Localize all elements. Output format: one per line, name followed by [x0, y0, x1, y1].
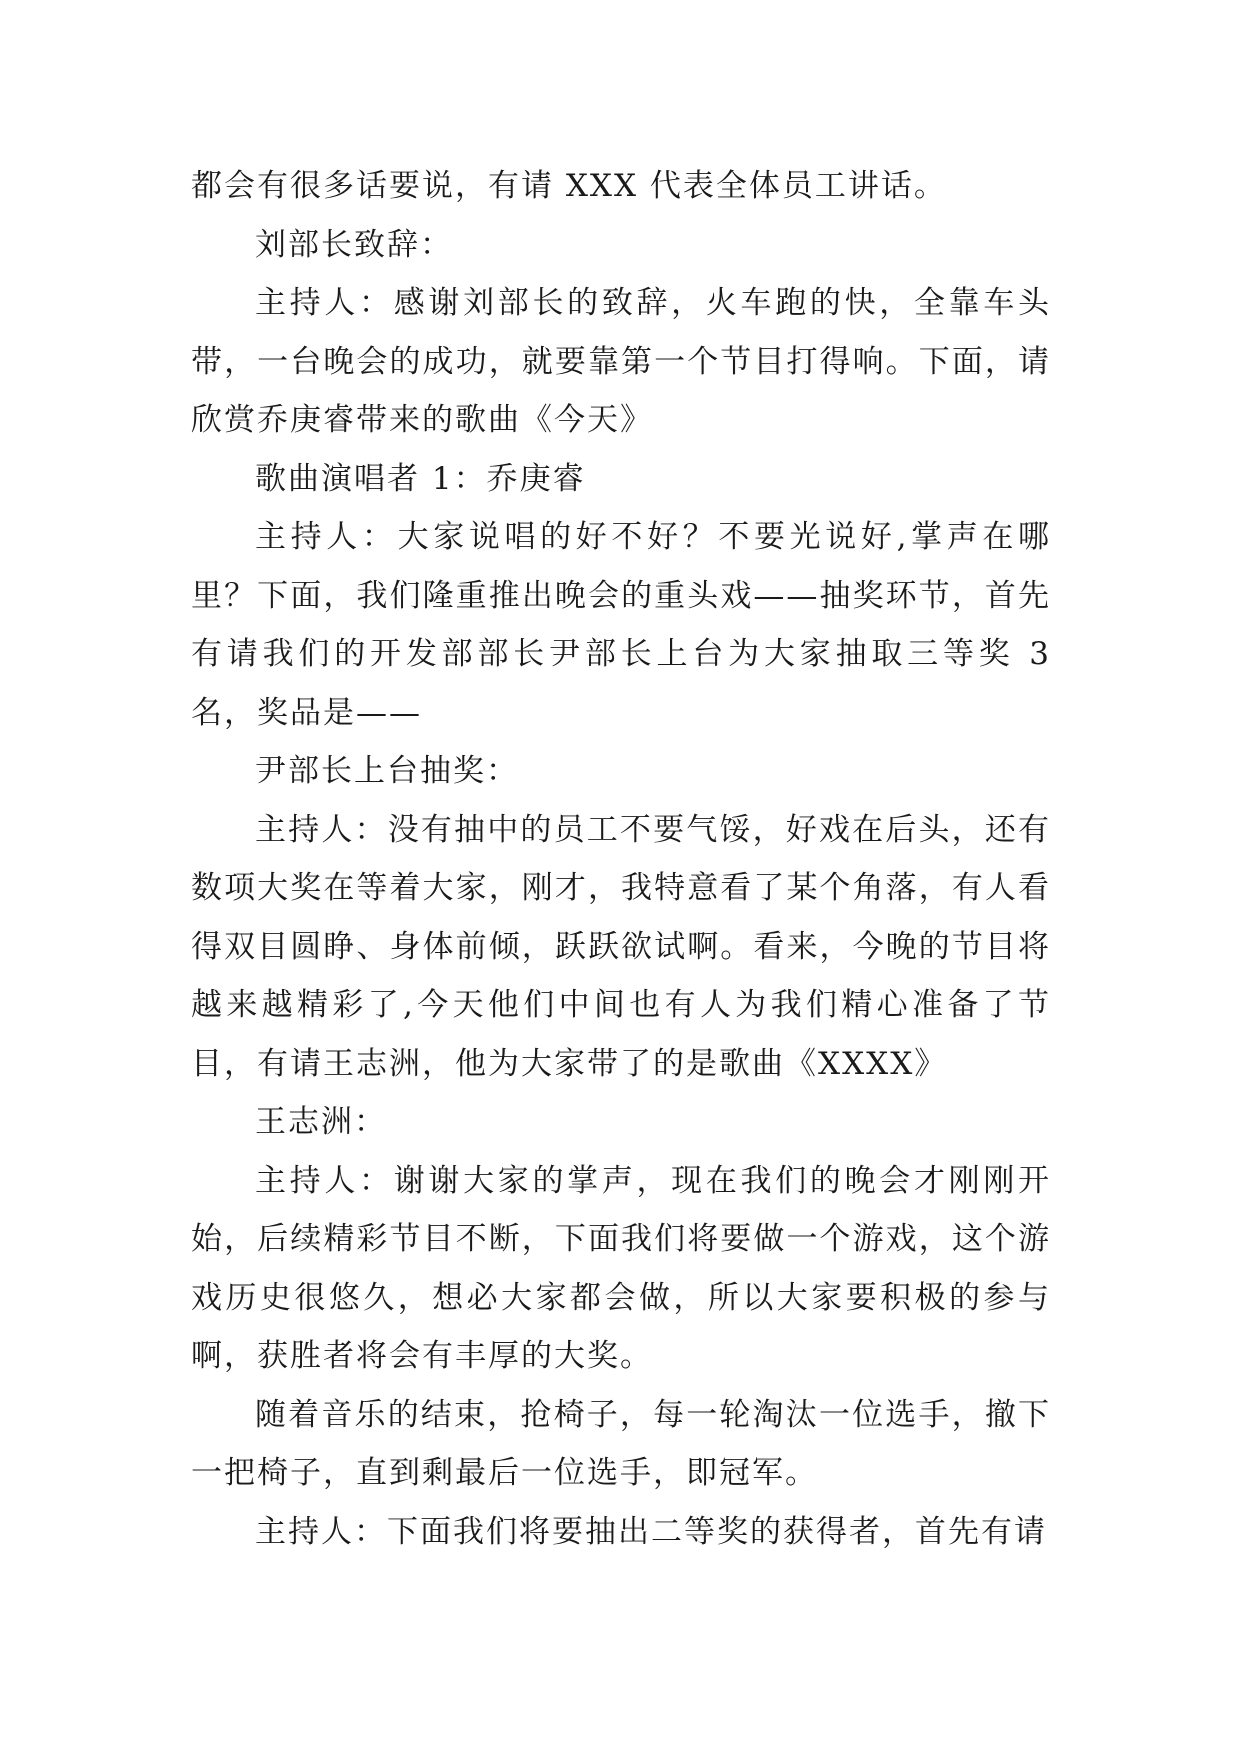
paragraph-yin-lottery: 尹部长上台抽奖：	[255, 753, 519, 789]
paragraph-host-game-intro: 主持人：谢谢大家的掌声，现在我们的晚会才刚刚开始，后续精彩节目不断，下面我们将要做一个游戏，这个游戏历史很悠久，想必大家都会做，所以大家要积极的参与啊，获胜者将会有丰厚的大奖。	[191, 1162, 1051, 1374]
paragraph-closing-line: 都会有很多话要说，有请 XXX 代表全体员工讲话。	[191, 168, 947, 204]
paragraph-host-encourage: 主持人：没有抽中的员工不要气馁，好戏在后头，还有数项大奖在等着大家，刚才，我特意看了某个角落，有人看得双目圆睁、身体前倾，跃跃欲试啊。看来，今晚的节目将越来越精彩了,今天他们中间也有人为我们精心准备了节目，有请王志洲，他为大家带了的是歌曲《XXXX》	[191, 811, 1051, 1082]
paragraph-host-thanks-liu: 主持人：感谢刘部长的致辞，火车跑的快，全靠车头带，一台晚会的成功，就要靠第一个节目打得响。下面，请欣赏乔庚睿带来的歌曲《今天》	[191, 285, 1051, 438]
paragraph-host-lottery-intro: 主持人：大家说唱的好不好？不要光说好,掌声在哪里？下面，我们隆重推出晚会的重头戏——抽奖环节，首先有请我们的开发部部长尹部长上台为大家抽取三等奖 3 名，奖品是——	[191, 519, 1051, 731]
paragraph-wang-zhizhou: 王志洲：	[255, 1104, 387, 1140]
paragraph-singer-1: 歌曲演唱者 1：乔庚睿	[255, 460, 586, 497]
paragraph-game-rules: 随着音乐的结束，抢椅子，每一轮淘汰一位选手，撤下一把椅子，直到剩最后一位选手，即冠军。	[191, 1396, 1051, 1491]
paragraph-liu-speech: 刘部长致辞：	[255, 226, 453, 263]
paragraph-host-second-prize: 主持人：下面我们将要抽出二等奖的获得者，首先有请	[255, 1513, 1047, 1550]
document-body	[191, 157, 1051, 1561]
